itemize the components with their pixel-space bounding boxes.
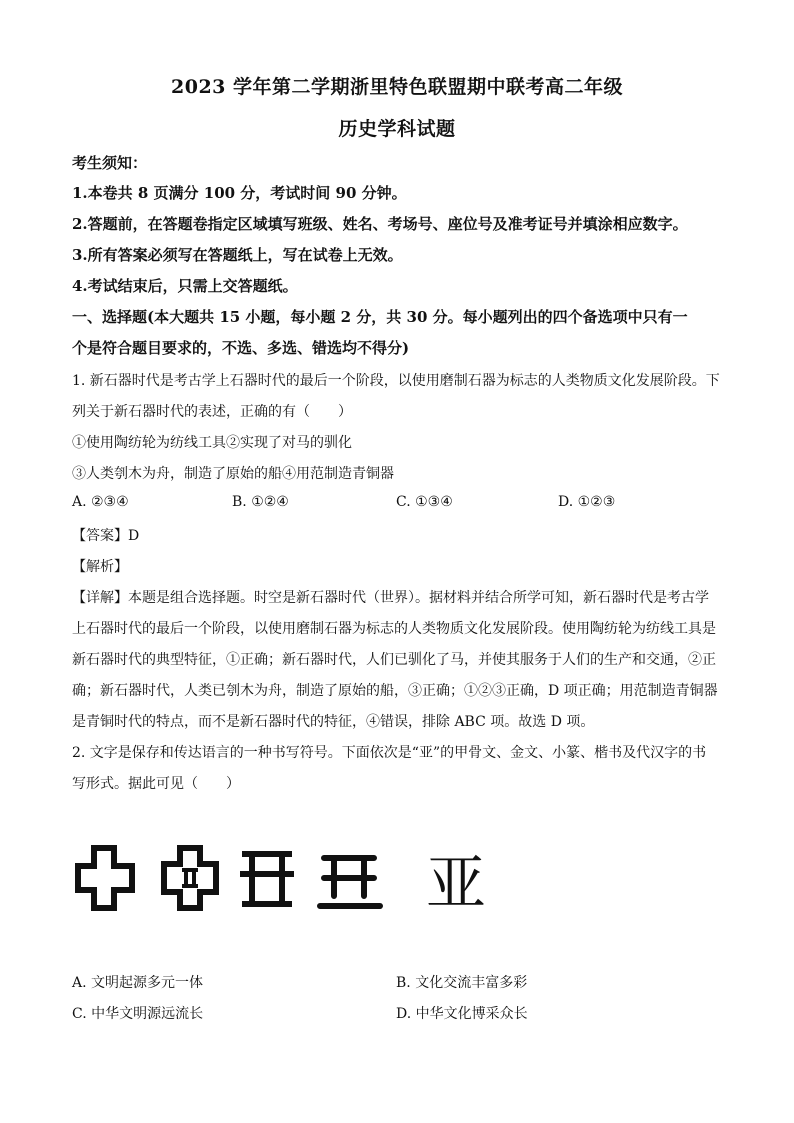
- answer-value: D: [128, 528, 140, 544]
- q1-statement-1: ①使用陶纺轮为纺线工具②实现了对马的驯化: [72, 435, 352, 451]
- q2-option-c: C. 中华文明源远流长: [72, 1006, 204, 1022]
- regular-script-glyph: [320, 858, 380, 906]
- q1-option-b: B. ①②④: [232, 494, 289, 510]
- section-heading-line-1: 一、选择题(本大题共 15 小题，每小题 2 分，共 30 分。每小题列出的四个备选项中只有一: [72, 308, 688, 326]
- bronze-inscription-glyph: [164, 848, 216, 908]
- detail-line-4: 确；新石器时代，人类已刳木为舟，制造了原始的船，③正确；①②③正确，D 项正确；用范制造青铜器: [72, 683, 718, 699]
- modern-glyph: 亚: [426, 849, 486, 919]
- small-seal-glyph: [240, 854, 294, 904]
- q2-option-b: B. 文化交流丰富多彩: [396, 975, 528, 991]
- q1-stem-line-1: 1. 新石器时代是考古学上石器时代的最后一个阶段，以使用磨制石器为标志的人类物质文化发展阶段。下: [72, 373, 720, 389]
- q1-option-a: A. ②③④: [72, 494, 129, 510]
- notice-item-3: 3.所有答案必须写在答题纸上，写在试卷上无效。: [72, 246, 403, 264]
- notice-heading: 考生须知：: [72, 154, 148, 172]
- ya-script-forms-figure: [72, 840, 492, 920]
- detail-line-1: [72, 587, 732, 607]
- detail-tag: 【详解】: [72, 590, 128, 606]
- detail-line-3: 新石器时代的典型特征，①正确；新石器时代，人们已驯化了马，并使其服务于人们的生产和交通，②正: [72, 652, 716, 668]
- notice-item-1: 1.本卷共 8 页满分 100 分，考试时间 90 分钟。: [72, 184, 407, 202]
- exam-title: 2023 学年第二学期浙里特色联盟期中联考高二年级: [171, 76, 623, 98]
- q1-stem-line-2: 列关于新石器时代的表述，正确的有（ ）: [72, 404, 352, 420]
- detail-line-5: 是青铜时代的特点，而不是新石器时代的特征，④错误，排除 ABC 项。故选 D 项。: [72, 714, 595, 730]
- section-heading-line-2: 个是符合题目要求的，不选、多选、错选均不得分): [72, 339, 410, 357]
- q1-option-c: C. ①③④: [396, 494, 453, 510]
- q2-stem-line-2: 写形式。据此可见（ ）: [72, 776, 240, 792]
- oracle-bone-glyph: [78, 848, 132, 908]
- q2-option-a: A. 文明起源多元一体: [72, 975, 204, 991]
- detail-text-1: 本题是组合选择题。时空是新石器时代（世界）。据材料并结合所学可知，新石器时代是考古学: [128, 590, 709, 606]
- q1-option-d: D. ①②③: [558, 494, 616, 510]
- q2-stem-line-1: 2. 文字是保存和传达语言的一种书写符号。下面依次是“亚”的甲骨文、金文、小篆、楷书及代汉字的书: [72, 745, 707, 761]
- q1-answer-line: [72, 525, 732, 545]
- q2-option-d: D. 中华文化博采众长: [396, 1006, 528, 1022]
- answer-tag: 【答案】: [72, 528, 128, 544]
- notice-item-2: 2.答题前，在答题卷指定区域填写班级、姓名、考场号、座位号及准考证号并填涂相应数字。: [72, 215, 688, 233]
- notice-item-4: 4.考试结束后，只需上交答题纸。: [72, 277, 298, 295]
- exam-subject: 历史学科试题: [338, 118, 456, 140]
- q1-statement-2: ③人类刳木为舟，制造了原始的船④用范制造青铜器: [72, 466, 394, 482]
- analysis-tag: 【解析】: [72, 559, 128, 575]
- detail-line-2: 上石器时代的最后一个阶段，以使用磨制石器为标志的人类物质文化发展阶段。使用陶纺轮为纺线工具是: [72, 621, 716, 637]
